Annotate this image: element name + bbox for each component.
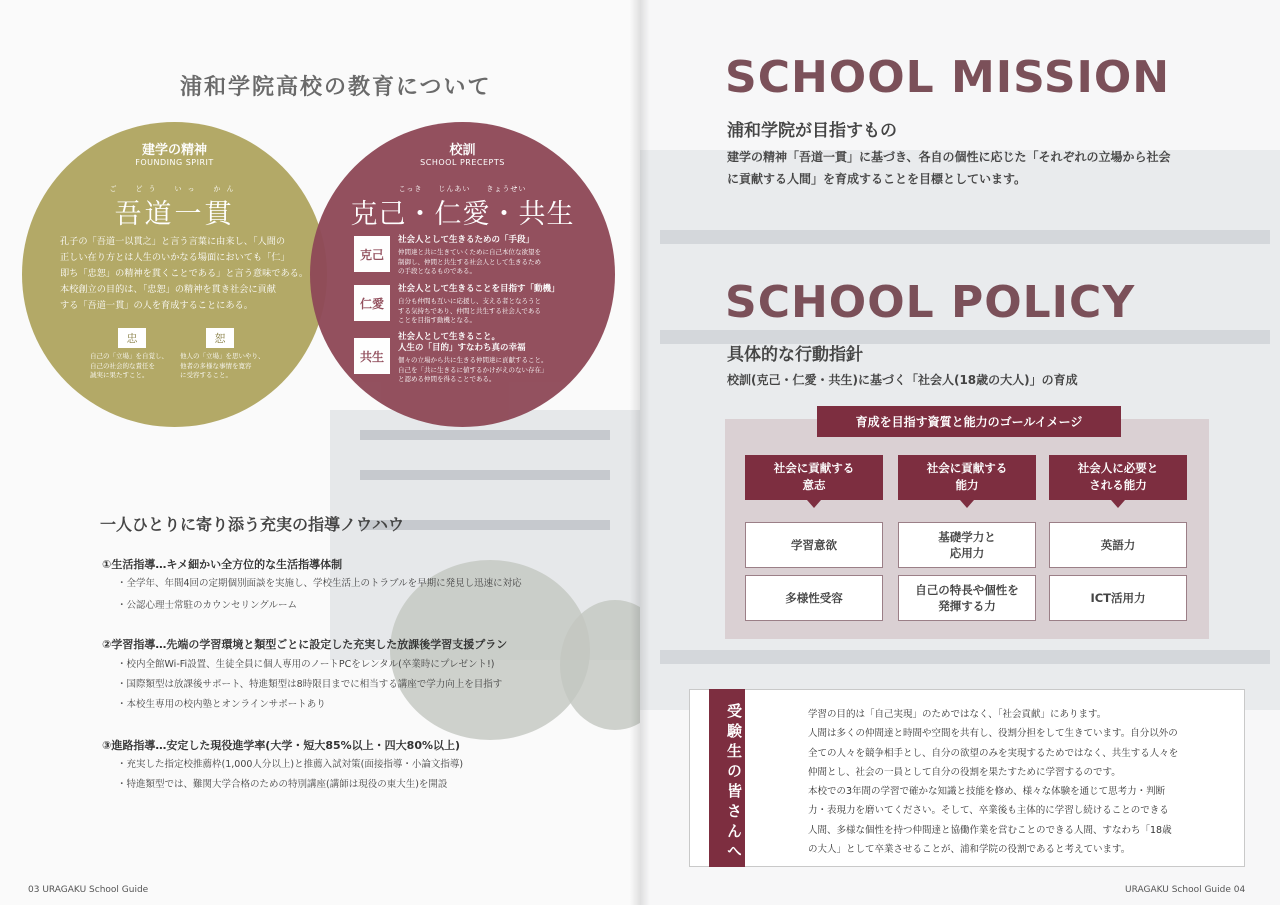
page-folio-right: URAGAKU School Guide 04: [1125, 885, 1246, 895]
mission-title: SCHOOL MISSION: [725, 52, 1171, 103]
right-page: [640, 0, 1280, 905]
kyosei-head2: 人生の「目的」すなわち真の幸福: [398, 343, 526, 353]
bullet-item: ・特進類型では、難関大学合格のための特別講座(講師は現役の東大生)を開設: [117, 779, 448, 790]
chu-label: 忠: [118, 328, 146, 348]
building-window-row: [360, 470, 610, 480]
bullet-item: ・本校生専用の校内塾とオンラインサポートあり: [117, 699, 326, 710]
goal-cell: 英語力: [1049, 522, 1187, 568]
building-window-row: [660, 230, 1270, 244]
goal-column-head: 社会に貢献する 意志: [745, 455, 883, 500]
policy-text: 校訓(克己・仁愛・共生)に基づく「社会人(18歳の大人)」の育成: [727, 373, 1078, 387]
bullet-item: ・全学年、年間4回の定期個別面談を実施し、学校生活上のトラブルを早期に発見し迅速に対応: [117, 578, 522, 589]
kokki-head: 社会人として生きるための「手段」: [398, 235, 535, 245]
precepts-subtitle: SCHOOL PRECEPTS: [420, 158, 505, 167]
book-spine: [630, 0, 650, 905]
precepts-ruby: こっき じんあい きょうせい: [398, 185, 527, 193]
jinai-label: 仁愛: [354, 285, 390, 321]
message-text: 学習の目的は「自己実現」のためではなく、「社会貢献」にあります。 人間は多くの仲間達と時間や空間を共有し、役割分担をして生きています。自分以外の 全ての人々を競争相手とし、自分の欲望のみを実現するためではなく、共生する人々を 仲間とし、社会の一員として自分の役割を果たすために学習するのです。 本校での3年間の学習で確かな知識と技能を修め、様々な体験を通じて思考力・判断 力・表現力を磨いてください。そして、卒業後も主体的に学習し続けることのできる 人間、多様な個性を持つ仲間達と協働作業を営むことのできる人間、すなわち「18歳 の大人」として卒業させることが、浦和学院の役割であると考えています。: [808, 709, 1179, 856]
goal-cell: 基礎学力と 応用力: [898, 522, 1036, 568]
chu-text: 自己の「立場」を自覚し、 自己の社会的な責任を 誠実に果たすこと。: [90, 352, 168, 379]
kyosei-label: 共生: [354, 338, 390, 374]
section-heading: ②学習指導…先端の学習環境と類型ごとに設定した充実した放課後学習支援プラン: [102, 638, 508, 651]
kokki-label: 克己: [354, 236, 390, 272]
jinai-text: 自分も仲間も互いに応援し、支える者となろうと する気持ちであり、仲間と共生する社会人である ことを目指す動機となる。: [398, 297, 541, 324]
founding-spirit-circle: [22, 122, 327, 427]
goal-cell: 学習意欲: [745, 522, 883, 568]
goal-cell: 多様性受容: [745, 575, 883, 621]
page-title: 浦和学院高校の教育について: [180, 75, 492, 100]
goal-column-head: 社会人に必要と される能力: [1049, 455, 1187, 500]
bullet-item: ・校内全館Wi-Fi設置、生徒全員に個人専用のノートPCをレンタル(卒業時にプレゼント!): [117, 659, 495, 670]
section-heading: ③進路指導…安定した現役進学率(大学・短大85%以上・四大80%以上): [102, 739, 461, 752]
jo-text: 他人の「立場」を思いやり、 他者の多様な事情を寛容 に受容すること。: [180, 352, 265, 379]
jo-label: 恕: [206, 328, 234, 348]
mission-text: 建学の精神「吾道一貫」に基づき、各自の個性に応じた「それぞれの立場から社会 に貢献する人間」を育成することを目標としています。: [727, 150, 1171, 186]
building-window-row: [360, 430, 610, 440]
kokki-text: 仲間達と共に生きていくために自己本位な欲望を 制御し、仲間と共生する社会人として生きるため の手段となるものである。: [398, 248, 541, 275]
jinai-head: 社会人として生きることを目指す「動機」: [398, 284, 560, 294]
knowhow-title: 一人ひとりに寄り添う充実の指導ノウハウ: [100, 515, 405, 534]
goal-column-head: 社会に貢献する 能力: [898, 455, 1036, 500]
kyosei-text: 個々の立場から共に生きる仲間達に貢献すること。 自己を「共に生きるに値するかけがえのない存在」 と認める仲間を得ることである。: [398, 356, 548, 383]
spirit-text: 孔子の「吾道一以貫之」と言う言葉に由来し、「人間の 正しい在り方とは人生のいかなる場面においても「仁」 即ち「忠恕」の精神を貫くことである」と言う意味である。 本校創立の目的は、「忠恕」の精神を貫き社会に貢献 する「吾道一貫」の人を育成することにある。: [60, 236, 309, 311]
precepts-title: 校訓: [449, 143, 476, 158]
message-tab: 受験生の皆さんへ: [709, 689, 745, 867]
policy-heading: 具体的な行動指針: [727, 345, 863, 365]
bullet-item: ・公認心理士常駐のカウンセリングルーム: [117, 600, 298, 611]
building-window-row: [660, 650, 1270, 664]
kyosei-head: 社会人として生きること。: [398, 332, 501, 342]
spirit-subtitle: FOUNDING SPIRIT: [135, 158, 214, 167]
school-precepts-circle: [310, 122, 615, 427]
bullet-item: ・充実した指定校推薦枠(1,000人分以上)と推薦入試対策(面接指導・小論文指導): [117, 759, 464, 770]
spirit-big: 吾道一貫: [114, 199, 235, 230]
policy-title: SCHOOL POLICY: [725, 277, 1136, 328]
mission-heading: 浦和学院が目指すもの: [727, 121, 897, 141]
precepts-big: 克己・仁愛・共生: [350, 199, 575, 230]
section-heading: ①生活指導…キメ細かい全方位的な生活指導体制: [102, 558, 343, 571]
goal-cell: 自己の特長や個性を 発揮する力: [898, 575, 1036, 621]
spirit-ruby: ご どう いっ かん: [109, 185, 240, 193]
spirit-title: 建学の精神: [141, 143, 207, 158]
goal-header: 育成を目指す資質と能力のゴールイメージ: [817, 406, 1121, 437]
bullet-item: ・国際類型は放課後サポート、特進類型は8時限目までに相当する講座で学力向上を目指す: [117, 679, 503, 690]
page-folio-left: 03 URAGAKU School Guide: [28, 885, 149, 895]
goal-cell: ICT活用力: [1049, 575, 1187, 621]
